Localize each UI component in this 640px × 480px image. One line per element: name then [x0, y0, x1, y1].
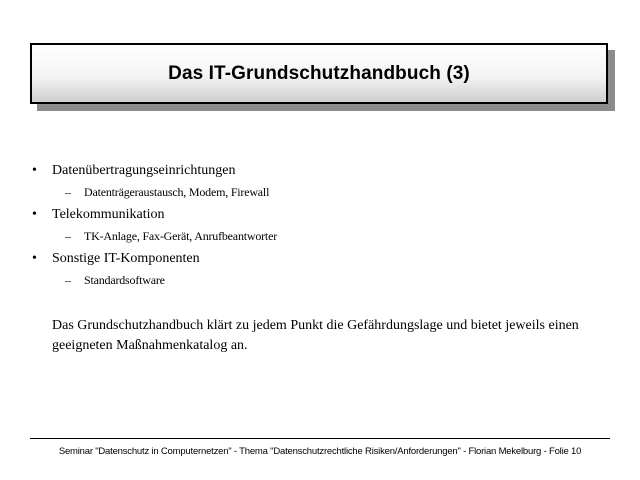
title-box	[30, 43, 608, 104]
bullet-list	[32, 162, 612, 294]
sub-bullet-text: Datenträgeraustausch, Modem, Firewall	[84, 185, 270, 199]
bullet-dot: •	[32, 163, 37, 178]
slide-footer: Seminar "Datenschutz in Computernetzen" - Thema "Datenschutzrechtliche Risiken/Anforderungen" - Florian Mekelburg - Folie 10	[58, 446, 582, 457]
footer-divider	[30, 438, 610, 439]
bullet-text: Datenübertragungseinrichtungen	[52, 163, 236, 178]
bullet-item	[32, 162, 612, 184]
bullet-dot: •	[32, 251, 37, 266]
sub-bullet-item	[32, 272, 612, 294]
bullet-item	[32, 206, 612, 228]
bullet-text: Telekommunikation	[52, 207, 165, 222]
bullet-item	[32, 250, 612, 272]
sub-bullet-item	[32, 228, 612, 250]
sub-bullet-dash: –	[65, 185, 71, 199]
sub-bullet-text: Standardsoftware	[84, 273, 165, 287]
sub-bullet-text: TK-Anlage, Fax-Gerät, Anrufbeantworter	[84, 229, 277, 243]
slide-title: Das IT-Grundschutzhandbuch (3)	[168, 62, 470, 84]
bullet-text: Sonstige IT-Komponenten	[52, 251, 200, 266]
sub-bullet-dash: –	[65, 273, 71, 287]
sub-bullet-dash: –	[65, 229, 71, 243]
sub-bullet-item	[32, 184, 612, 206]
summary-paragraph: Das Grundschutzhandbuch klärt zu jedem Punkt die Gefährdungslage und bietet jeweils einen geeigneten Maßnahmenkatalog an.	[52, 318, 579, 353]
bullet-dot: •	[32, 207, 37, 222]
